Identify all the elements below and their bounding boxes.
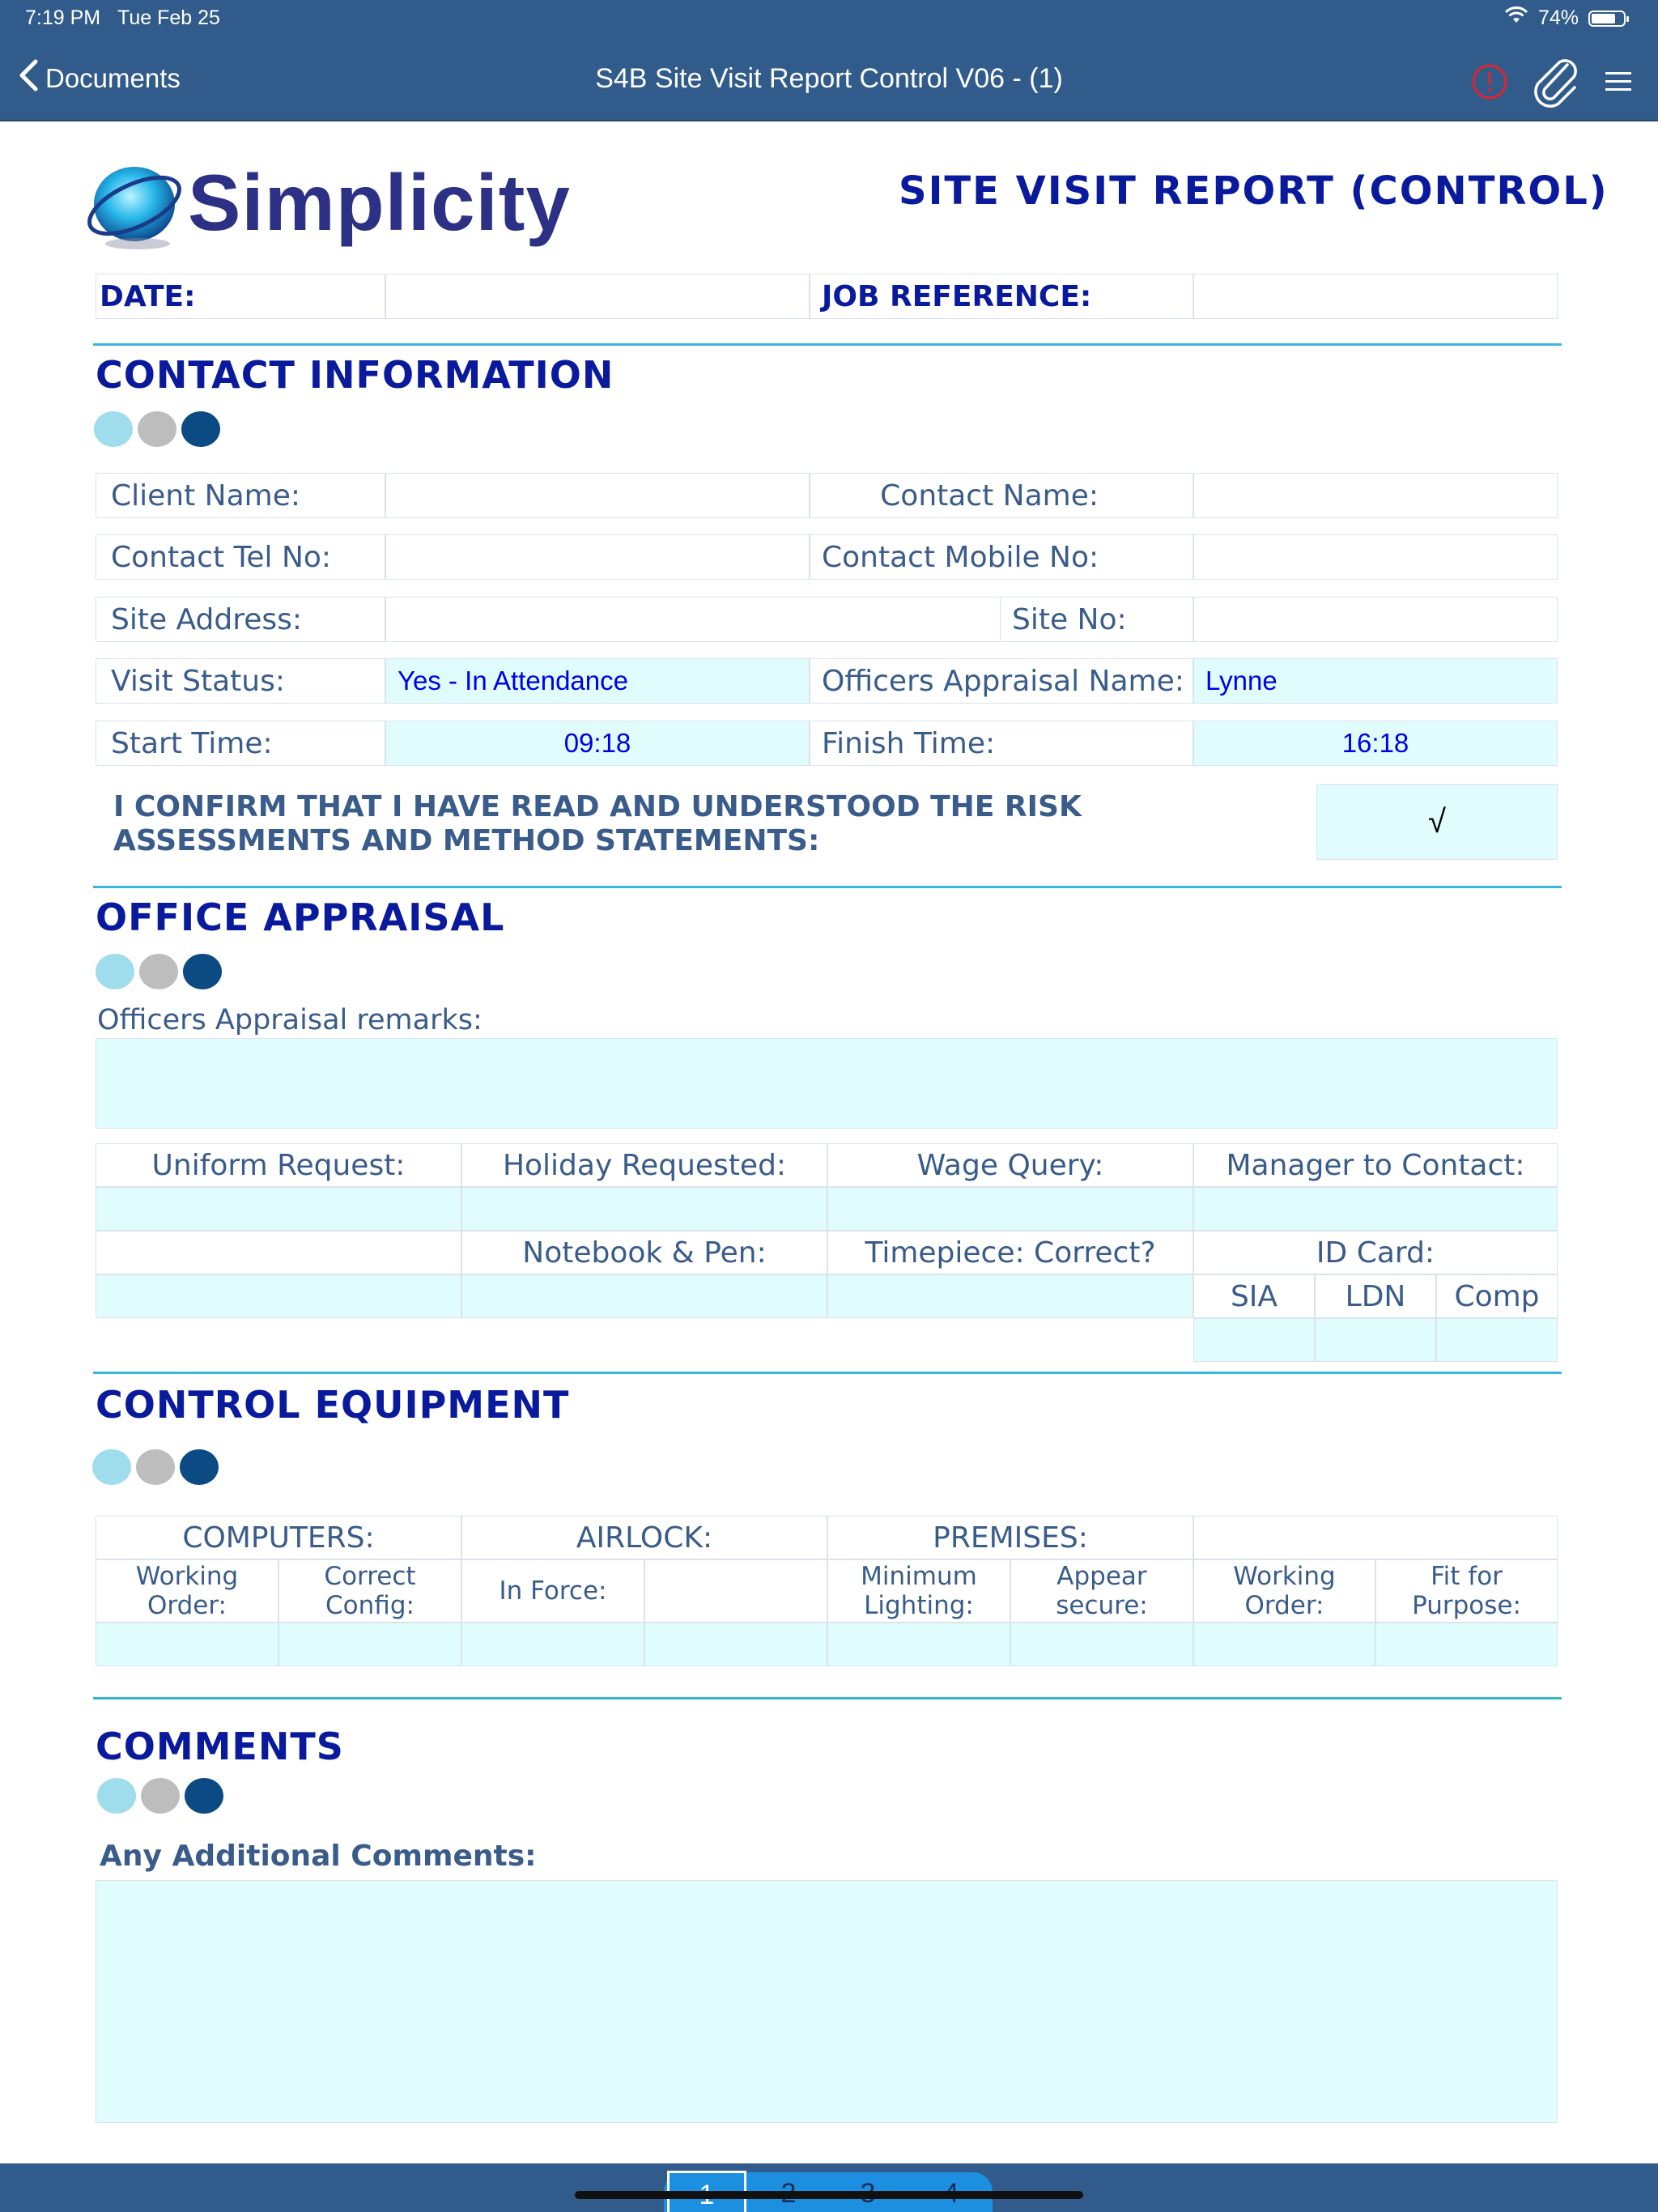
risk-confirm-line-2: ASSESSMENTS AND METHOD STATEMENTS:	[113, 824, 820, 857]
dot-dark	[180, 1449, 219, 1485]
appear-secure-label: Appear secure:	[1010, 1559, 1193, 1623]
additional-comments-label: Any Additional Comments:	[100, 1840, 537, 1873]
start-time-field[interactable]: 09:18	[385, 721, 810, 766]
finish-time-label: Finish Time:	[810, 721, 1193, 766]
date-field[interactable]	[385, 274, 810, 319]
comp-label: Comp	[1436, 1274, 1558, 1318]
ldn-field[interactable]	[1315, 1318, 1436, 1362]
battery-icon	[1588, 11, 1626, 27]
contact-mobile-field[interactable]	[1193, 534, 1558, 580]
section-dots	[92, 1449, 219, 1485]
premises-label: PREMISES:	[827, 1516, 1193, 1559]
site-no-field[interactable]	[1193, 597, 1558, 642]
wage-query-label: Wage Query:	[827, 1143, 1193, 1187]
minimum-lighting-field[interactable]	[827, 1623, 1010, 1666]
job-reference-field[interactable]	[1193, 274, 1558, 319]
dot-light	[96, 954, 134, 989]
job-reference-label: JOB REFERENCE:	[810, 274, 1193, 319]
timepiece-label: Timepiece: Correct?	[827, 1231, 1193, 1274]
back-label: Documents	[45, 63, 181, 93]
premises-working-order-label: Working Order:	[1193, 1559, 1375, 1623]
empty-cell	[96, 1231, 461, 1274]
dot-light	[92, 1449, 131, 1485]
contact-tel-label: Contact Tel No:	[96, 534, 385, 580]
document-page	[0, 121, 1658, 2162]
status-right	[1504, 6, 1626, 30]
fit-for-purpose-field[interactable]	[1375, 1623, 1558, 1666]
empty-cell	[1193, 1516, 1558, 1559]
airlock-extra-field[interactable]	[644, 1623, 827, 1666]
dot-grey	[136, 1449, 175, 1485]
dot-grey	[138, 411, 176, 447]
comp-field[interactable]	[1436, 1318, 1558, 1362]
section-dots	[97, 1778, 223, 1814]
contact-section-title: CONTACT INFORMATION	[96, 353, 614, 397]
uniform-request-label: Uniform Request:	[96, 1143, 461, 1187]
timepiece-field[interactable]	[827, 1274, 1193, 1318]
holiday-requested-label: Holiday Requested:	[461, 1143, 827, 1187]
appear-secure-field[interactable]	[1010, 1623, 1193, 1666]
appraisal-remarks-field[interactable]	[96, 1038, 1558, 1129]
empty-input-cell[interactable]	[96, 1274, 461, 1318]
report-title: SITE VISIT REPORT (CONTROL)	[899, 168, 1609, 214]
logo-text: Simplicity	[188, 158, 571, 247]
alert-icon[interactable]	[1470, 62, 1509, 105]
nav-bar	[0, 37, 1658, 121]
client-name-field[interactable]	[385, 473, 810, 518]
control-equipment-section-title: CONTROL EQUIPMENT	[96, 1383, 570, 1427]
premises-working-order-field[interactable]	[1193, 1623, 1375, 1666]
minimum-lighting-label: Minimum Lighting:	[827, 1559, 1010, 1623]
document-title: S4B Site Visit Report Control V06 - (1)	[595, 63, 1063, 94]
officers-appraisal-name-label: Officers Appraisal Name:	[810, 658, 1193, 704]
section-dots	[96, 954, 222, 989]
appraisal-remarks-label: Officers Appraisal remarks:	[97, 1004, 483, 1036]
computers-working-order-field[interactable]	[96, 1623, 278, 1666]
site-no-label: Site No:	[1001, 597, 1193, 642]
start-time-label: Start Time:	[96, 721, 385, 766]
finish-time-field[interactable]: 16:18	[1193, 721, 1558, 766]
computers-working-order-label: Working Order:	[96, 1559, 278, 1623]
additional-comments-field[interactable]	[96, 1880, 1558, 2123]
office-appraisal-section-title: OFFICE APPRAISAL	[96, 895, 505, 939]
airlock-label: AIRLOCK:	[461, 1516, 827, 1559]
comments-section-title: COMMENTS	[96, 1725, 344, 1768]
site-address-label: Site Address:	[96, 597, 385, 642]
contact-tel-field[interactable]	[385, 534, 810, 580]
dot-grey	[139, 954, 178, 989]
dot-dark	[183, 954, 222, 989]
visit-status-label: Visit Status:	[96, 658, 385, 704]
section-divider	[93, 886, 1562, 888]
client-name-label: Client Name:	[96, 473, 385, 518]
paperclip-icon[interactable]	[1530, 53, 1584, 114]
wage-query-field[interactable]	[827, 1187, 1193, 1231]
section-divider	[93, 1372, 1562, 1374]
officers-appraisal-name-field[interactable]: Lynne	[1193, 658, 1558, 704]
contact-name-label: Contact Name:	[810, 473, 1193, 518]
section-dots	[94, 411, 220, 447]
status-bar	[0, 0, 1658, 37]
uniform-request-field[interactable]	[96, 1187, 461, 1231]
sia-field[interactable]	[1193, 1318, 1315, 1362]
id-card-label: ID Card:	[1193, 1231, 1558, 1274]
ldn-label: LDN	[1315, 1274, 1436, 1318]
risk-confirm-line-1: I CONFIRM THAT I HAVE READ AND UNDERSTOOD THE RISK	[113, 790, 1082, 823]
section-divider	[93, 343, 1562, 346]
correct-config-field[interactable]	[278, 1623, 461, 1666]
fit-for-purpose-label: Fit for Purpose:	[1375, 1559, 1558, 1623]
dot-light	[94, 411, 133, 447]
risk-confirm-text	[113, 790, 1082, 858]
contact-name-field[interactable]	[1193, 473, 1558, 518]
home-indicator	[575, 2191, 1083, 2199]
contact-mobile-label: Contact Mobile No:	[810, 534, 1193, 580]
battery-percent: 74%	[1537, 6, 1579, 29]
wifi-icon	[1504, 6, 1528, 30]
section-divider	[93, 1697, 1562, 1699]
simplicity-logo-icon	[84, 152, 191, 254]
computers-label: COMPUTERS:	[96, 1516, 461, 1559]
site-address-field[interactable]	[385, 597, 1001, 642]
notebook-pen-label: Notebook & Pen:	[461, 1231, 827, 1274]
sia-label: SIA	[1193, 1274, 1315, 1318]
in-force-field[interactable]	[461, 1623, 644, 1666]
visit-status-field[interactable]: Yes - In Attendance	[385, 658, 810, 704]
menu-icon[interactable]	[1605, 70, 1632, 98]
dot-grey	[141, 1778, 180, 1814]
date-label: DATE:	[96, 274, 385, 319]
dot-light	[97, 1778, 136, 1814]
in-force-label: In Force:	[461, 1559, 644, 1623]
dot-dark	[181, 411, 220, 447]
status-time: 7:19 PM	[25, 6, 101, 29]
nav-actions	[1470, 53, 1632, 114]
empty-cell	[644, 1559, 827, 1623]
status-date: Tue Feb 25	[117, 6, 220, 29]
correct-config-label: Correct Config:	[278, 1559, 461, 1623]
manager-to-contact-label: Manager to Contact:	[1193, 1143, 1558, 1187]
notebook-pen-field[interactable]	[461, 1274, 827, 1318]
dot-dark	[185, 1778, 223, 1814]
risk-confirm-checkbox[interactable]: √	[1316, 784, 1558, 860]
manager-to-contact-field[interactable]	[1193, 1187, 1558, 1231]
holiday-requested-field[interactable]	[461, 1187, 827, 1231]
